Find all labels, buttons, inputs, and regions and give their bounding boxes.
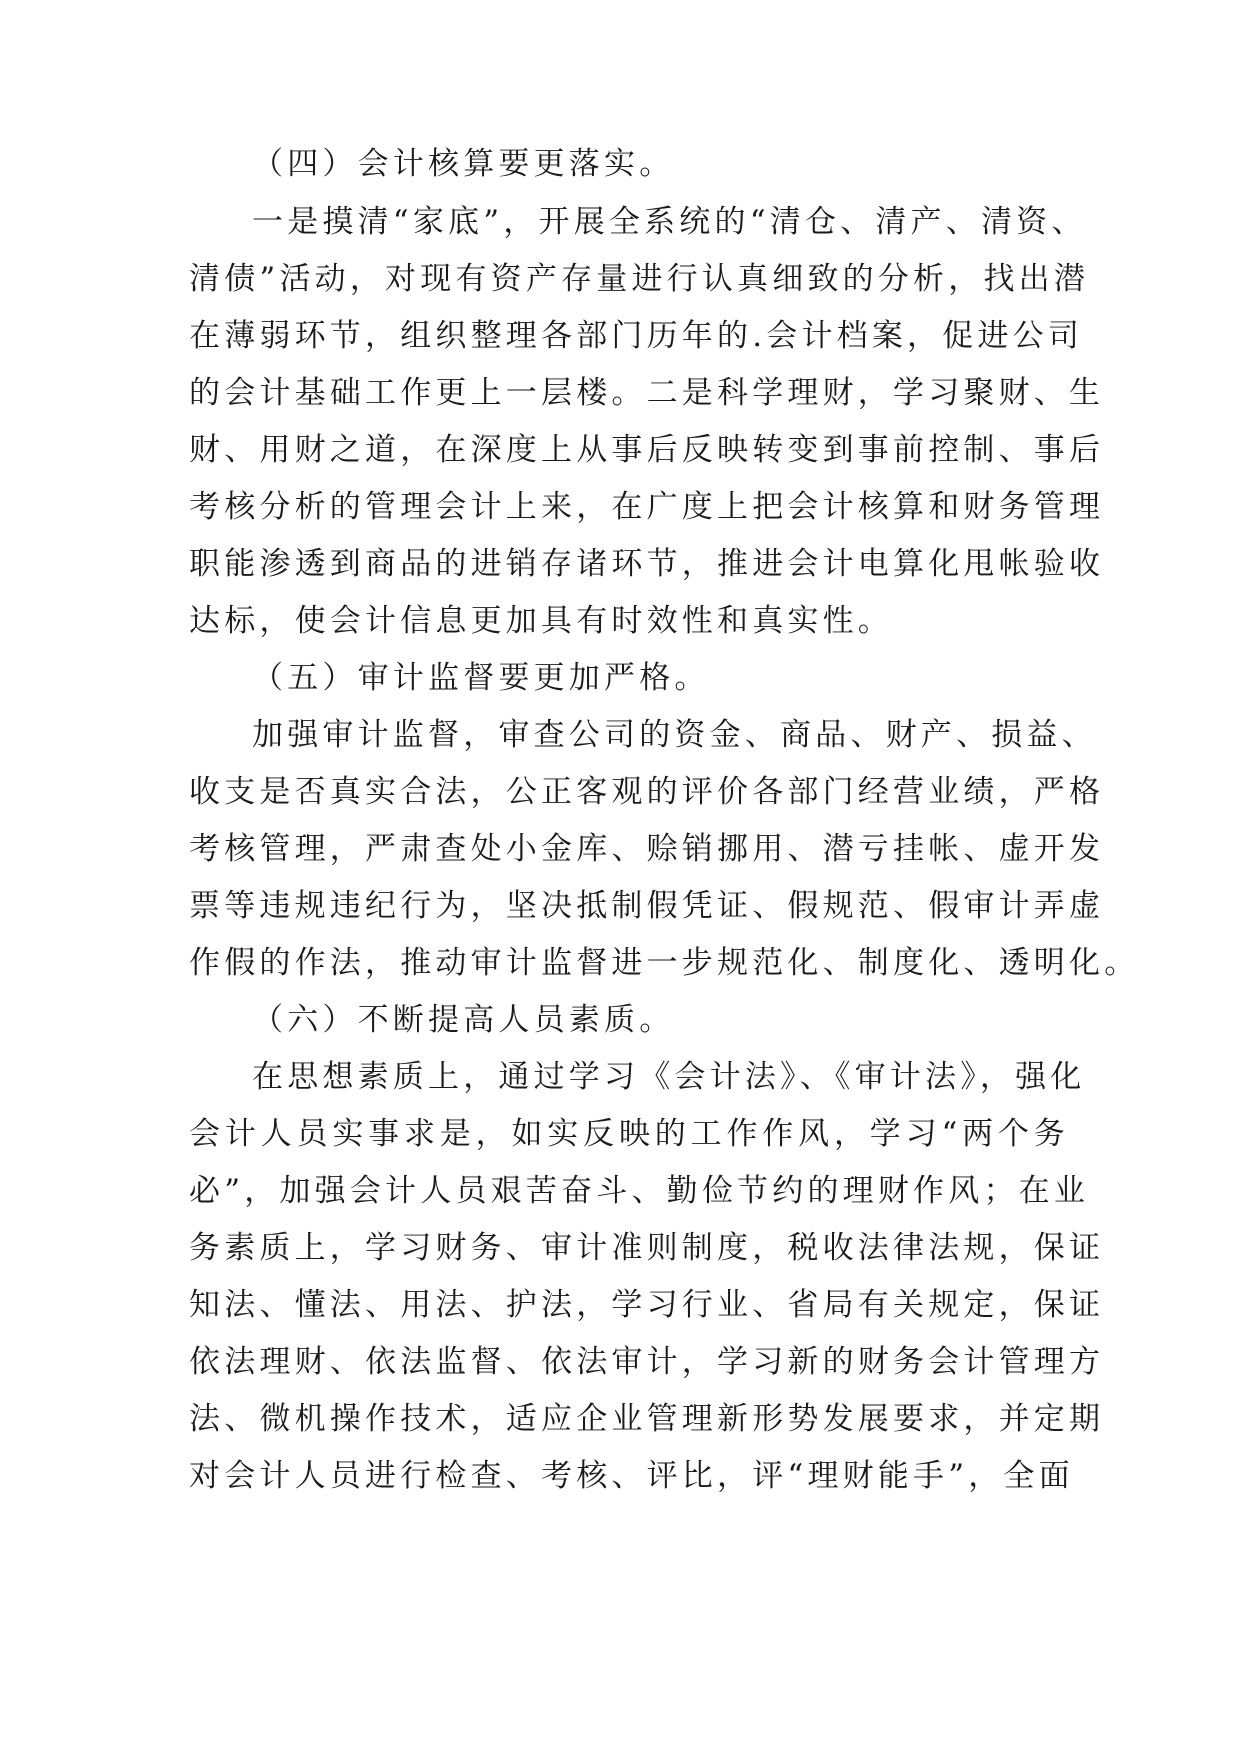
paragraph-line: 加强审计监督，审查公司的资金、商品、财产、损益、 (252, 717, 1097, 753)
paragraph-line: 职能渗透到商品的进销存诸环节，推进会计电算化甩帐验收 (189, 546, 1105, 582)
section-heading-4: （四）会计核算要更落实。 (252, 146, 675, 182)
paragraph-line: 依法理财、依法监督、依法审计，学习新的财务会计管理方 (189, 1344, 1105, 1380)
paragraph-line: 知法、懂法、用法、护法，学习行业、省局有关规定，保证 (189, 1287, 1105, 1323)
section-heading-5: （五）审计监督要更加严格。 (252, 660, 710, 696)
paragraph-line: 会计人员实事求是，如实反映的工作作风，学习“两个务 (189, 1116, 1069, 1152)
paragraph-line: 达标，使会计信息更加具有时效性和真实性。 (189, 603, 893, 639)
paragraph-line: 考核分析的管理会计上来，在广度上把会计核算和财务管理 (189, 489, 1105, 525)
paragraph-line: 的会计基础工作更上一层楼。二是科学理财，学习聚财、生 (189, 375, 1105, 411)
paragraph-line: 法、微机操作技术，适应企业管理新形势发展要求，并定期 (189, 1401, 1105, 1437)
paragraph-line: 财、用财之道，在深度上从事后反映转变到事前控制、事后 (189, 432, 1105, 468)
paragraph-line: 收支是否真实合法，公正客观的评价各部门经营业绩，严格 (189, 774, 1105, 810)
paragraph-line: 一是摸清“家底”，开展全系统的“清仓、清产、清资、 (252, 204, 1087, 240)
paragraph-line: 清债”活动，对现有资产存量进行认真细致的分析，找出潜 (189, 261, 1090, 297)
paragraph-line: 考核管理，严肃查处小金库、赊销挪用、潜亏挂帐、虚开发 (189, 831, 1105, 867)
paragraph-line: 在思想素质上，通过学习《会计法》、《审计法》，强化 (252, 1059, 1086, 1095)
paragraph-line: 作假的作法，推动审计监督进一步规范化、制度化、透明化。 (189, 945, 1140, 981)
section-heading-6: （六）不断提高人员素质。 (252, 1002, 675, 1038)
paragraph-line: 对会计人员进行检查、考核、评比，评“理财能手”，全面 (189, 1458, 1074, 1494)
paragraph-line: 在薄弱环节，组织整理各部门历年的.会计档案，促进公司 (189, 318, 1084, 354)
paragraph-line: 必”，加强会计人员艰苦奋斗、勤俭节约的理财作风；在业 (189, 1173, 1090, 1209)
paragraph-line: 票等违规违纪行为，坚决抵制假凭证、假规范、假审计弄虚 (189, 888, 1105, 924)
paragraph-line: 务素质上，学习财务、审计准则制度，税收法律法规，保证 (189, 1230, 1105, 1266)
